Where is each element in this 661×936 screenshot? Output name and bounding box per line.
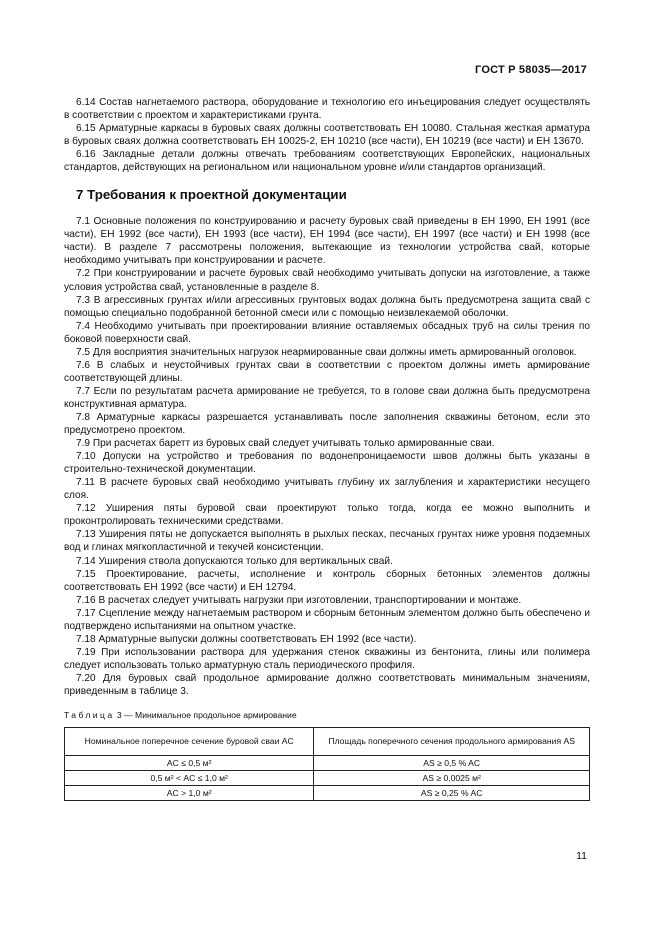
table-row <box>65 756 590 771</box>
paragraph-7-11: 7.11 В расчете буровых свай необходимо учитывать глубину их заглубления и характеристики несущего слоя. <box>64 477 590 502</box>
section-title: 7 Требования к проектной документации <box>76 187 347 203</box>
paragraph-7-10: 7.10 Допуски на устройство и требования по водонепроницаемости швов должны быть указаны в строительно-технической документации. <box>64 451 590 476</box>
table-row <box>65 771 590 786</box>
paragraph-7-9: 7.9 При расчетах баретт из буровых свай следует учитывать только армированные сваи. <box>76 438 495 450</box>
table-header-row <box>65 728 590 756</box>
paragraph-7-12: 7.12 Уширения пяты буровой сваи проектируют только тогда, когда ее можно выполнить и проконтролировать техническими средствами. <box>64 503 590 528</box>
table-header-reinforcement: Площадь поперечного сечения продольного армирования AS <box>314 728 590 756</box>
paragraph-7-18: 7.18 Арматурные выпуски должны соответствовать ЕН 1992 (все части). <box>76 633 417 645</box>
table-cell-section: AC > 1,0 м² <box>65 786 314 801</box>
paragraph-7-2: 7.2 При конструировании и расчете буровых свай необходимо учитывать допуски на изготовление, а также условия устройства свай, установленные в разделе 8. <box>64 268 590 293</box>
paragraph-7-17: 7.17 Сцепление между нагнетаемым раствором и сборным бетонным элементом должно быть обеспечено и подтверждено испытаниями на опытном участке. <box>64 607 590 632</box>
paragraph-7-3: 7.3 В агрессивных грунтах и/или агрессивных грунтовых водах должна быть предусмотрена защита свай с помощью специально подобранной бетонной смеси или с помощью неизвлекаемой оболочки. <box>64 294 590 319</box>
document-header: ГОСТ Р 58035—2017 <box>475 64 587 76</box>
table-caption <box>64 710 590 721</box>
reinforcement-table <box>64 727 590 801</box>
table-caption-label: Таблица <box>64 710 115 721</box>
paragraph-7-16: 7.16 В расчетах следует учитывать нагрузки при изготовлении, транспортировании и монтаже. <box>76 594 522 606</box>
paragraph-6-14: 6.14 Состав нагнетаемого раствора, оборудование и технологию его инъецирования следует осуществлять в соответствии с проектом и характеристиками грунта. <box>64 97 590 122</box>
page-number: 11 <box>576 850 587 862</box>
table-cell-section: AC ≤ 0,5 м² <box>65 756 314 771</box>
paragraph-7-15: 7.15 Проектирование, расчеты, исполнение и контроль сборных бетонных элементов должны соответствовать ЕН 1992 (все части) и ЕН 12794. <box>64 568 590 593</box>
paragraph-6-15: 6.15 Арматурные каркасы в буровых сваях должны соответствовать ЕН 10080. Стальная жесткая арматура в буровых сваях должна соответствовать ЕН 10025-2, ЕН 10210 (все части), ЕН 10219 (все части) и ЕН 13670. <box>64 123 590 148</box>
page-content <box>64 96 590 801</box>
table-caption-text: 3 — Минимальное продольное армирование <box>116 710 297 721</box>
paragraph-7-1: 7.1 Основные положения по конструированию и расчету буровых свай приведены в ЕН 1990, ЕН 1991 (все части), ЕН 1992 (все части), ЕН 1993 (все части), ЕН 1994 (все части), ЕН 1997 (все части) и ЕН 1998 (все части). В разделе 7 рассмотрены положения, вытекающие из технологии устройства свай, которые необходимо учитывать при конструировании и расчете. <box>64 216 590 267</box>
table-cell-reinforcement: AS ≥ 0,5 % AC <box>314 756 590 771</box>
table-row <box>65 786 590 801</box>
paragraph-7-8: 7.8 Арматурные каркасы разрешается устанавливать после заполнения скважины бетоном, если это предусмотрено проектом. <box>64 411 590 437</box>
paragraph-7-7: 7.7 Если по результатам расчета армирование не требуется, то в голове сваи должна быть предусмотрена конструктивная арматура. <box>64 385 590 410</box>
paragraph-7-5: 7.5 Для восприятия значительных нагрузок неармированные сваи должны иметь армированный оголовок. <box>76 346 577 358</box>
table-cell-reinforcement: AS ≥ 0,25 % AC <box>314 786 590 801</box>
paragraph-7-20: 7.20 Для буровых свай продольное армирование должно соответствовать минимальным значениям, приведенным в таблице 3. <box>64 672 590 697</box>
paragraph-7-6: 7.6 В слабых и неустойчивых грунтах сваи в соответствии с проектом должны иметь армирование соответствующей длины. <box>64 359 590 384</box>
paragraph-7-13: 7.13 Уширения пяты не допускается выполнять в рыхлых песках, песчаных грунтах ниже уровня подземных вод и глинах мягкопластичной и текучей консистенции. <box>64 529 590 554</box>
table-cell-section: 0,5 м² < AC ≤ 1,0 м² <box>65 771 314 786</box>
paragraph-7-19: 7.19 При использовании раствора для удержания стенок скважины из бентонита, глины или полимера следует использовать только арматурную сталь периодического профиля. <box>64 646 590 671</box>
paragraph-7-14: 7.14 Уширения ствола допускаются только для вертикальных свай. <box>76 555 393 567</box>
table-cell-reinforcement: AS ≥ 0,0025 м² <box>314 771 590 786</box>
table-header-section: Номинальное поперечное сечение буровой сваи AC <box>65 728 314 756</box>
paragraph-6-16: 6.16 Закладные детали должны отвечать требованиям соответствующих Европейских, национальных стандартов, действующих на региональном или национальном уровне и/или стандартов организаций. <box>64 149 590 174</box>
paragraph-7-4: 7.4 Необходимо учитывать при проектировании влияние оставляемых обсадных труб на силы трения по боковой поверхности свай. <box>64 320 590 345</box>
